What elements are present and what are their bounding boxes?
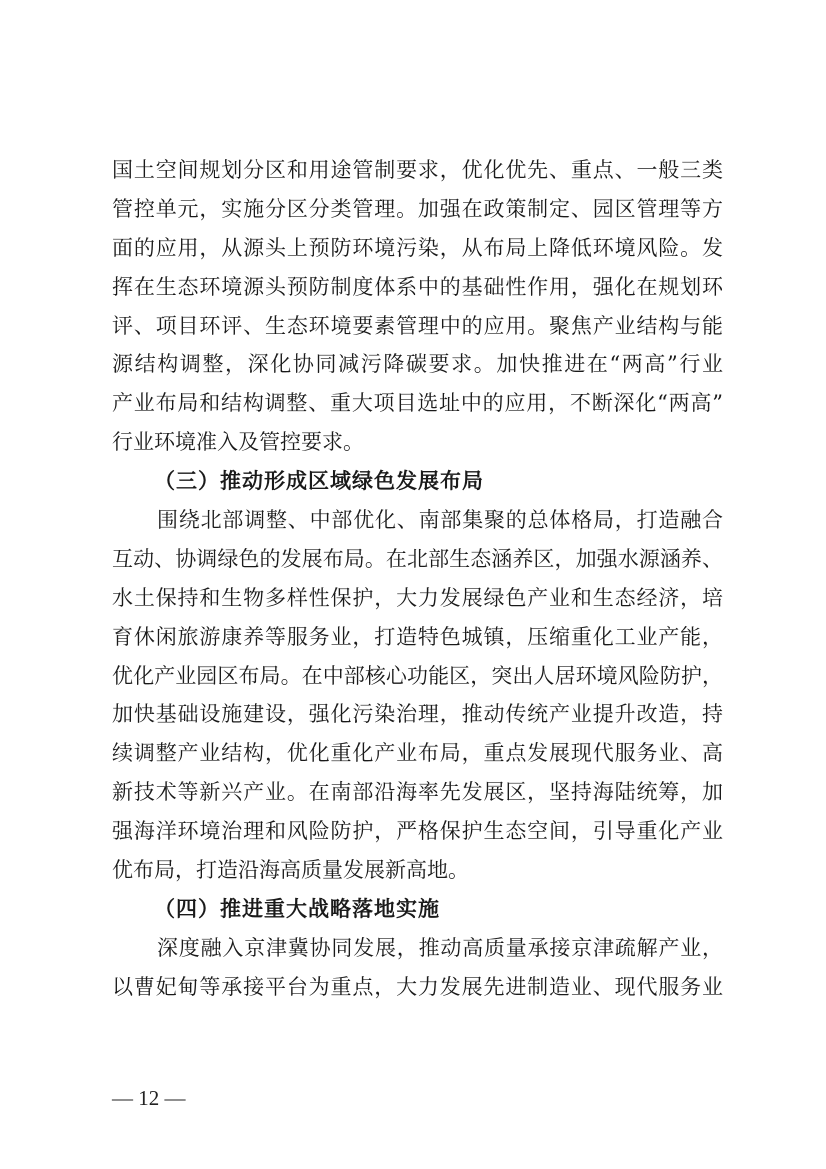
text-line: 源结构调整，深化协同减污降碳要求。加快推进在“两高”行业: [112, 352, 723, 377]
text-line: 水土保持和生物多样性保护，大力发展绿色产业和生态经济，培: [112, 585, 723, 610]
text-line: 国土空间规划分区和用途管制要求，优化优先、重点、一般三类: [112, 158, 723, 182]
text-line: 挥在生态环境源头预防制度体系中的基础性作用，强化在规划环: [112, 274, 723, 299]
text-line: 新技术等新兴产业。在南部沿海率先发展区，坚持海陆统筹，加: [112, 780, 723, 805]
text-line: 互动、协调绿色的发展布局。在北部生态涵养区，加强水源涵养、: [112, 546, 723, 571]
section-heading-3: （三）推动形成区域绿色发展布局: [154, 468, 484, 494]
text-line: 以曹妃甸等承接平台为重点，大力发展先进制造业、现代服务业: [112, 974, 723, 999]
text-line: 育休闲旅游康养等服务业，打造特色城镇，压缩重化工业产能，: [112, 624, 723, 649]
text-line: 续调整产业结构，优化重化产业布局，重点发展现代服务业、高: [112, 741, 723, 766]
document-body: [112, 151, 723, 1007]
text-line: 产业布局和结构调整、重大项目选址中的应用，不断深化“两高”: [112, 391, 723, 416]
text-line: 围绕北部调整、中部优化、南部集聚的总体格局，打造融合: [157, 508, 723, 533]
text-line: 行业环境准入及管控要求。: [112, 430, 364, 455]
text-line: 面的应用，从源头上预防环境污染，从布局上降低环境风险。发: [112, 235, 723, 260]
paragraph: [112, 151, 723, 462]
section-heading-4: （四）推进重大战略落地实施: [154, 895, 440, 921]
text-line: 评、项目环评、生态环境要素管理中的应用。聚焦产业结构与能: [112, 313, 723, 338]
text-line: 管控单元，实施分区分类管理。加强在政策制定、园区管理等方: [112, 196, 723, 221]
page-number: — 12 —: [112, 1086, 186, 1110]
text-line: 加快基础设施建设，强化污染治理，推动传统产业提升改造，持: [112, 702, 723, 727]
text-line: 深度融入京津冀协同发展，推动高质量承接京津疏解产业，: [157, 935, 723, 960]
text-line: 强海洋环境治理和风险防护，严格保护生态空间，引导重化产业: [112, 819, 723, 844]
text-line: 优布局，打造沿海高质量发展新高地。: [112, 858, 469, 883]
paragraph: [112, 929, 723, 1007]
text-line: 优化产业园区布局。在中部核心功能区，突出人居环境风险防护，: [112, 663, 723, 688]
paragraph: [112, 501, 723, 890]
